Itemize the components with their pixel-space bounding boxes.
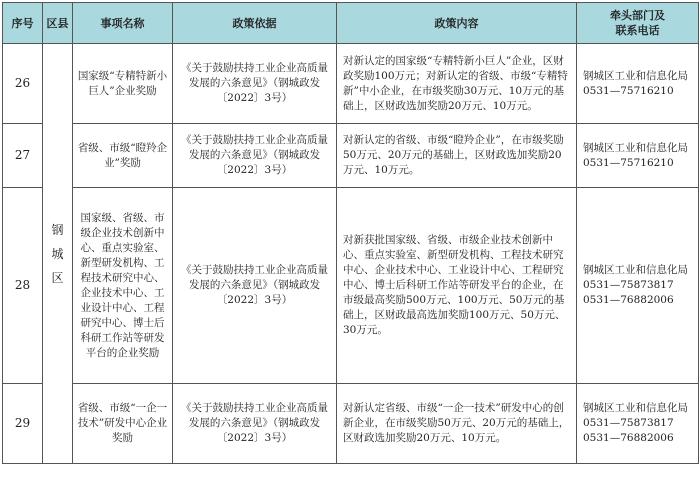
row-content: 对新认定的省级、市级“瞪羚企业”，在市级奖励50万元、20万元的基础上，区财政选加奖励20万元、10万元。 bbox=[337, 124, 577, 188]
row-seq: 26 bbox=[3, 44, 43, 124]
row-basis: 《关于鼓励扶持工业企业高质量发展的六条意见》（钢城政发〔2022〕3号） bbox=[173, 188, 337, 384]
row-content: 对新获批国家级、省级、市级企业技术创新中心、重点实验室、新型研发机构、工程技术研究中心、企业技术中心、工业设计中心、工程研究中心、博士后科研工作站等研发平台的企业，在市级最高奖励500万元、100万元、50万元的基础上，区财政最高选加奖励100万元、50万元、30万元。 bbox=[337, 188, 577, 384]
row-phone: 0531—75873817 bbox=[583, 417, 674, 429]
header-district: 区县 bbox=[43, 3, 73, 44]
row-contact bbox=[577, 188, 699, 384]
row-dept: 钢城区工业和信息化局 bbox=[583, 264, 688, 276]
row-dept: 钢城区工业和信息化局 bbox=[583, 69, 688, 82]
row-phone: 0531—76882006 bbox=[583, 294, 674, 306]
district-char: 区 bbox=[51, 270, 64, 285]
row-contact bbox=[577, 124, 699, 188]
policy-table bbox=[2, 2, 699, 464]
row-dept: 钢城区工业和信息化局 bbox=[583, 402, 688, 414]
header-content: 政策内容 bbox=[337, 3, 577, 44]
table-row bbox=[3, 44, 699, 124]
header-contact-line1: 牵头部门及 bbox=[610, 9, 665, 22]
table-header-row bbox=[3, 3, 699, 44]
header-contact bbox=[577, 3, 699, 44]
row-phone: 0531—76882006 bbox=[583, 432, 674, 444]
table-row bbox=[3, 124, 699, 188]
row-basis: 《关于鼓励扶持工业企业高质量发展的六条意见》（钢城政发〔2022〕3号） bbox=[173, 384, 337, 464]
row-content: 对新认定的国家级“专精特新小巨人”企业，区财政奖励100万元；对新认定的省级、市级“专精特新”中小企业，在市级奖励30万元、10万元的基础上，区财政选加奖励20万元、10万元。 bbox=[337, 44, 577, 124]
row-contact bbox=[577, 44, 699, 124]
header-item: 事项名称 bbox=[73, 3, 173, 44]
row-dept: 钢城区工业和信息化局 bbox=[583, 141, 688, 154]
row-basis: 《关于鼓励扶持工业企业高质量发展的六条意见》（钢城政发〔2022〕3号） bbox=[173, 44, 337, 124]
row-item: 国家级、省级、市级企业技术创新中心、重点实验室、新型研发机构、工程技术研究中心、企业技术中心、工业设计中心、工程研究中心、博士后科研工作站等研发平台的企业奖励 bbox=[73, 188, 173, 384]
header-seq: 序号 bbox=[3, 3, 43, 44]
district-cell bbox=[43, 44, 73, 464]
row-basis: 《关于鼓励扶持工业企业高质量发展的六条意见》（钢城政发〔2022〕3号） bbox=[173, 124, 337, 188]
table-row bbox=[3, 384, 699, 464]
table-row bbox=[3, 188, 699, 384]
row-phone: 0531—75873817 bbox=[583, 279, 674, 291]
district-char: 城 bbox=[51, 246, 64, 261]
row-contact bbox=[577, 384, 699, 464]
row-phone: 0531—75716210 bbox=[583, 84, 674, 97]
district-char: 钢 bbox=[51, 222, 64, 237]
row-seq: 28 bbox=[3, 188, 43, 384]
row-seq: 27 bbox=[3, 124, 43, 188]
row-content: 对新认定省级、市级“一企一技术”研发中心的创新企业，在市级奖励50万元、20万元的基础上，区财政选加奖励20万元、10万元。 bbox=[337, 384, 577, 464]
row-seq: 29 bbox=[3, 384, 43, 464]
row-item: 省级、市级“瞪羚企业”奖励 bbox=[73, 124, 173, 188]
header-contact-line2: 联系电话 bbox=[615, 24, 660, 37]
row-item: 国家级“专精特新小巨人”企业奖励 bbox=[73, 44, 173, 124]
row-item: 省级、市级“一企一技术”研发中心企业奖励 bbox=[73, 384, 173, 464]
row-phone: 0531—75716210 bbox=[583, 156, 674, 169]
header-basis: 政策依据 bbox=[173, 3, 337, 44]
